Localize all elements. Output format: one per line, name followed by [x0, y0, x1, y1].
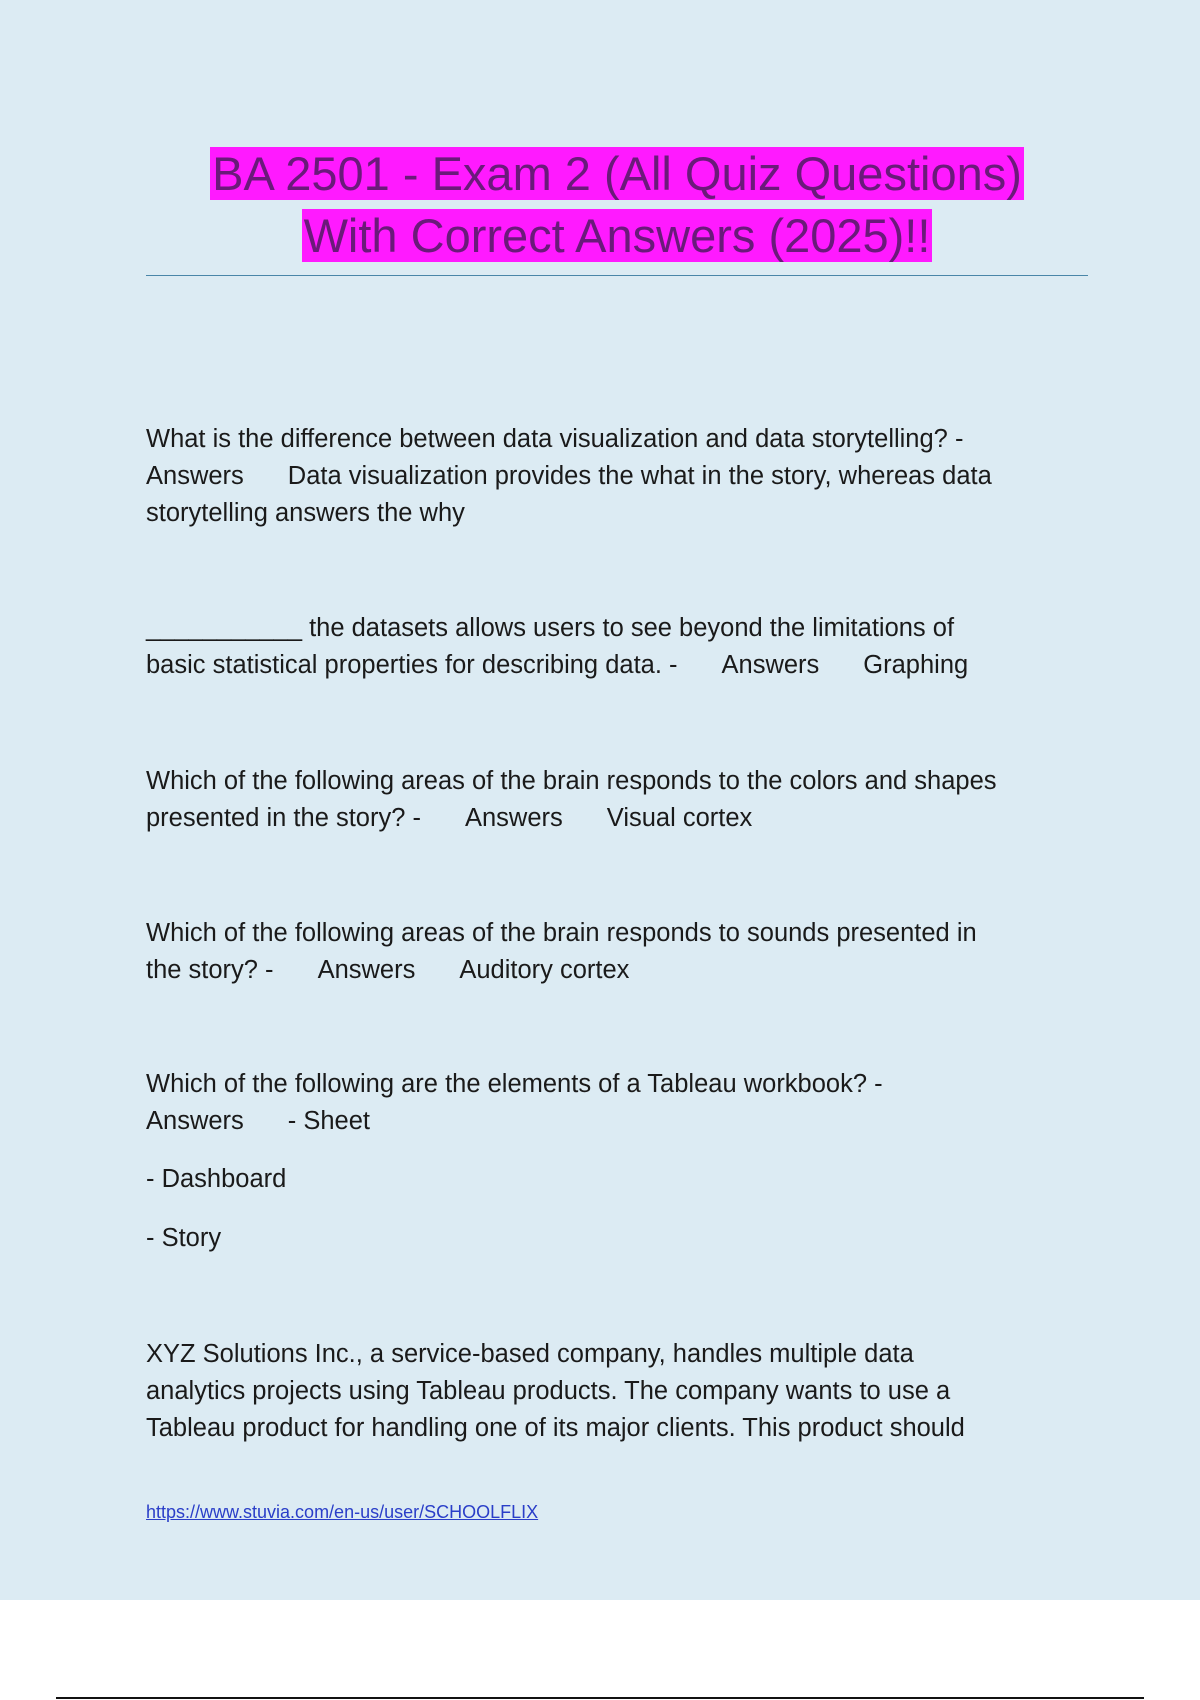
q5-answer-story: - Story: [146, 1224, 222, 1252]
q5-answers-label: Answers: [146, 1107, 244, 1135]
q5-answer-dashboard: - Dashboard: [146, 1165, 287, 1193]
q2-line-1: ___________ the datasets allows users to see beyond the limitations of: [146, 614, 955, 642]
q3-line-2: presented in the story? -: [146, 804, 421, 832]
q2-answer: Graphing: [863, 651, 969, 679]
title-line-1: BA 2501 - Exam 2 (All Quiz Questions): [212, 147, 1022, 200]
q1-answer-text: Data visualization provides the what in the story, whereas data: [287, 462, 992, 490]
footer-link[interactable]: https://www.stuvia.com/en-us/user/SCHOOLFLIX: [146, 1502, 539, 1522]
question-3: [146, 763, 1092, 837]
q4-answer: Auditory cortex: [459, 956, 630, 984]
q6-line-1: XYZ Solutions Inc., a service-based company, handles multiple data: [146, 1340, 914, 1368]
document-title: [146, 143, 1088, 267]
question-4: [146, 915, 1092, 989]
q3-answers-label: Answers: [464, 804, 563, 832]
question-6: [146, 1336, 1092, 1447]
page-bottom-rule: [56, 1697, 1144, 1699]
q6-line-3: Tableau product for handling one of its major clients. This product should: [146, 1414, 965, 1442]
q3-line-1: Which of the following areas of the brain responds to the colors and shapes: [146, 767, 997, 795]
q1-line-1: What is the difference between data visualization and data storytelling? -: [146, 425, 964, 453]
q4-answers-label: Answers: [317, 956, 416, 984]
q2-answers-label: Answers: [721, 651, 820, 679]
title-underline: [146, 275, 1088, 276]
q2-line-2: basic statistical properties for describing data. -: [146, 651, 678, 679]
question-5: [146, 1066, 1092, 1140]
q1-answers-label: Answers: [146, 462, 244, 490]
title-line-2: With Correct Answers (2025)!!: [303, 209, 931, 262]
q4-line-1: Which of the following areas of the brain responds to sounds presented in: [146, 919, 977, 947]
q5-line-1: Which of the following are the elements of a Tableau workbook? -: [146, 1070, 883, 1098]
q6-line-2: analytics projects using Tableau products. The company wants to use a: [146, 1377, 951, 1405]
q1-line-3: storytelling answers the why: [146, 499, 465, 527]
q4-line-2: the story? -: [146, 956, 274, 984]
question-2: [146, 610, 1092, 684]
q3-answer: Visual cortex: [606, 804, 753, 832]
question-1: [146, 421, 1092, 532]
q5-answer-sheet: - Sheet: [287, 1107, 370, 1135]
